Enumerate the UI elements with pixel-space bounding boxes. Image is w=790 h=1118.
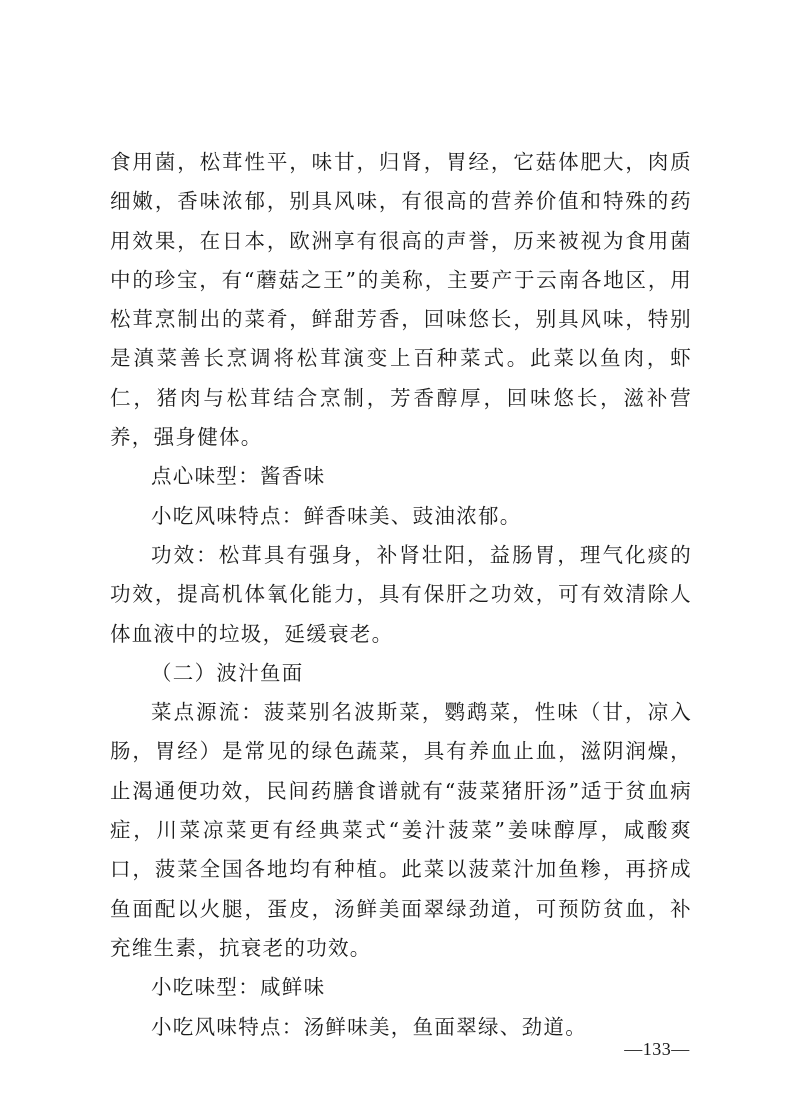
body-text bbox=[110, 143, 692, 1047]
paragraph-efficacy: 功效：松茸具有强身，补肾壮阳，益肠胃，理气化痰的功效，提高机体氧化能力，具有保肝之功效，可有效清除人体血液中的垃圾，延缓衰老。 bbox=[110, 542, 692, 646]
page-number: —133— bbox=[624, 1039, 690, 1059]
section-heading: （二）波汁鱼面 bbox=[151, 660, 304, 685]
paragraph-snack-flavor-type: 小吃味型：咸鲜味 bbox=[151, 975, 326, 1000]
paragraph-snack-flavor-features: 小吃风味特点：鲜香味美、豉油浓郁。 bbox=[151, 503, 522, 528]
paragraph-dish-origin: 菜点源流：菠菜别名波斯菜，鹦鹉菜，性味（甘，凉入肠，胃经）是常见的绿色蔬菜，具有养血止血，滋阴润燥，止渴通便功效，民间药膳食谱就有“菠菜猪肝汤”适于贫血病症，川菜凉菜更有经典菜式“姜汁菠菜”姜味醇厚，咸酸爽口，菠菜全国各地均有种植。此菜以菠菜汁加鱼糁，再挤成鱼面配以火腿，蛋皮，汤鲜美面翠绿劲道，可预防贫血，补充维生素，抗衰老的功效。 bbox=[110, 700, 692, 960]
paragraph-dessert-flavor-type: 点心味型：酱香味 bbox=[151, 464, 326, 489]
paragraph-snack-flavor-features-2: 小吃风味特点：汤鲜味美，鱼面翠绿、劲道。 bbox=[151, 1014, 587, 1039]
paragraph-songrong-intro: 食用菌，松茸性平，味甘，归肾，胃经，它菇体肥大，肉质细嫩，香味浓郁，别具风味，有很高的营养价值和特殊的药用效果，在日本，欧洲享有很高的声誉，历来被视为食用菌中的珍宝，有“蘑菇之王”的美称，主要产于云南各地区，用松茸烹制出的菜肴，鲜甜芳香，回味悠长，别具风味，特别是滇菜善长烹调将松茸演变上百种菜式。此菜以鱼肉，虾仁，猪肉与松茸结合烹制，芳香醇厚，回味悠长，滋补营养，强身健体。 bbox=[110, 150, 692, 450]
